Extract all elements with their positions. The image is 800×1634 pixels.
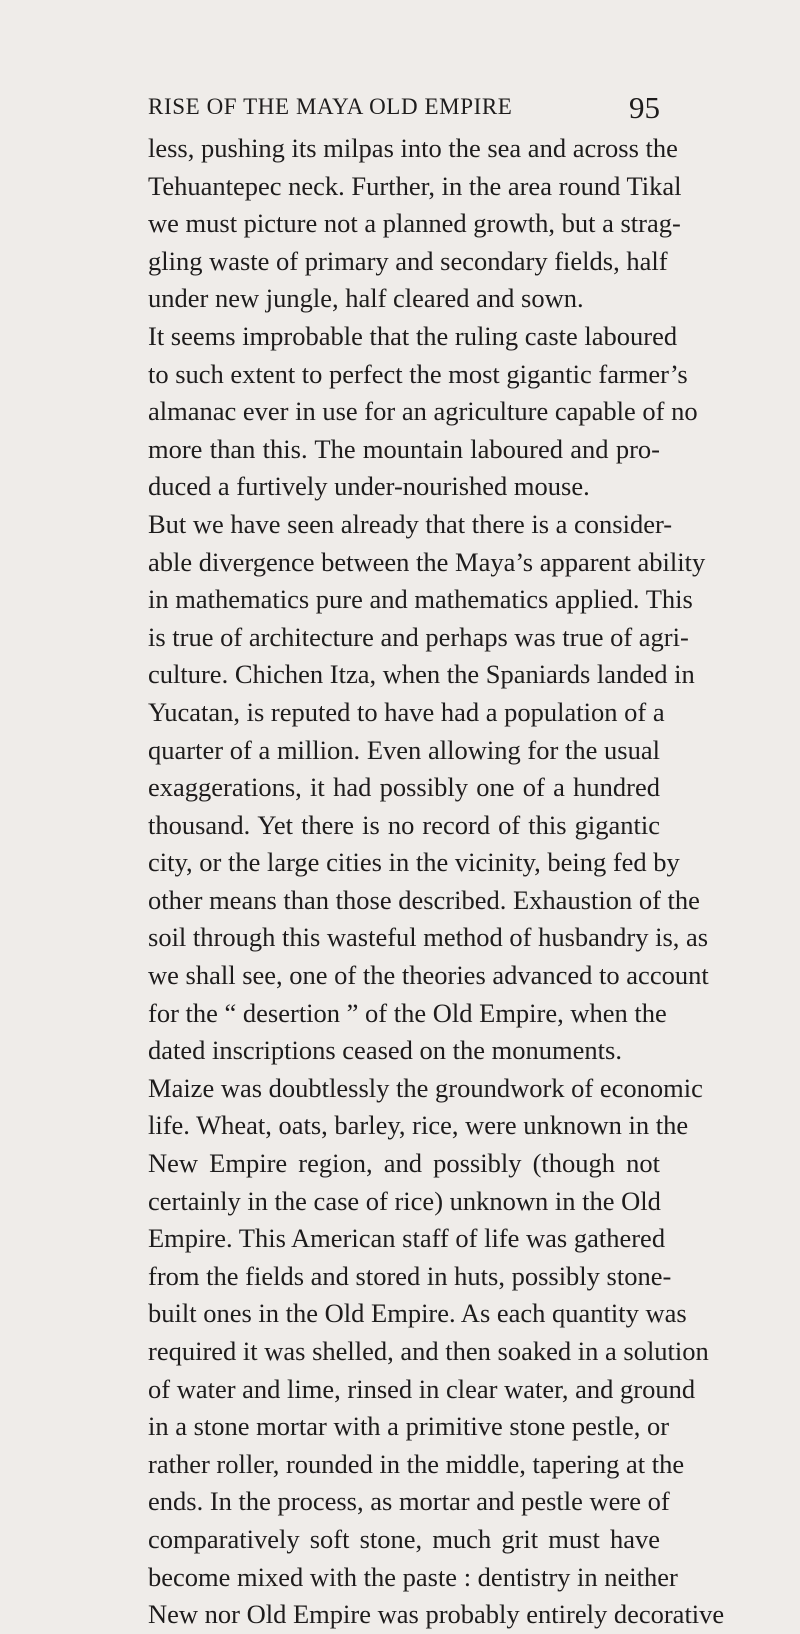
text-line: we must picture not a planned growth, but a strag- <box>148 208 681 239</box>
text-line: soil through this wasteful method of husbandry is, as <box>148 922 709 953</box>
text-line: in mathematics pure and mathematics applied. This <box>148 584 693 615</box>
text-line: comparatively soft stone, much grit must have <box>148 1523 660 1554</box>
text-line: exaggerations, it had possibly one of a hundred <box>148 772 660 803</box>
text-line: able divergence between the Maya’s apparent ability <box>148 546 706 577</box>
text-line: dated inscriptions ceased on the monuments. <box>148 1035 622 1066</box>
text-line: we shall see, one of the theories advanced to account <box>148 960 709 991</box>
text-line: required it was shelled, and then soaked in a solution <box>148 1336 709 1366</box>
text-line: Tehuantepec neck. Further, in the area round Tikal <box>148 170 682 201</box>
text-line: duced a furtively under-nourished mouse. <box>148 471 590 502</box>
text-line: almanac ever in use for an agriculture capable of no <box>148 396 698 427</box>
page-header <box>148 90 660 130</box>
text-line: rather roller, rounded in the middle, tapering at the <box>148 1448 685 1479</box>
text-line: quarter of a million. Even allowing for the usual <box>148 734 660 765</box>
text-line: gling waste of primary and secondary fields, half <box>148 245 668 276</box>
text-line: other means than those described. Exhaustion of the <box>148 884 700 915</box>
text-line: But we have seen already that there is a consider- <box>148 508 673 539</box>
page-number: 95 <box>629 90 660 125</box>
text-line: life. Wheat, oats, barley, rice, were unknown in the <box>148 1110 689 1141</box>
text-line: for the “ desertion ” of the Old Empire, when the <box>148 997 667 1028</box>
text-line: New nor Old Empire was probably entirely decorative <box>148 1599 725 1630</box>
text-line: Maize was doubtlessly the groundwork of economic <box>148 1072 703 1103</box>
text-line: Empire. This American staff of life was gathered <box>148 1223 666 1254</box>
text-line: thousand. Yet there is no record of this gigantic <box>148 809 660 840</box>
text-line: to such extent to perfect the most gigantic farmer’s <box>148 358 688 389</box>
text-line: under new jungle, half cleared and sown. <box>148 283 584 314</box>
text-line: Yucatan, is reputed to have had a population of a <box>148 696 665 727</box>
text-line: culture. Chichen Itza, when the Spaniards landed in <box>148 659 695 690</box>
text-line: less, pushing its milpas into the sea and across the <box>148 133 678 163</box>
text-line: certainly in the case of rice) unknown in the Old <box>148 1185 661 1216</box>
running-head: RISE OF THE MAYA OLD EMPIRE <box>148 94 513 119</box>
body-text <box>148 130 725 1634</box>
text-line: New Empire region, and possibly (though not <box>148 1148 660 1179</box>
text-line: from the fields and stored in huts, possibly stone- <box>148 1260 672 1291</box>
text-line: in a stone mortar with a primitive stone pestle, or <box>148 1411 670 1442</box>
text-line: become mixed with the paste : dentistry in neither <box>148 1561 678 1592</box>
text-line: city, or the large cities in the vicinity, being fed by <box>148 847 680 878</box>
text-line: ends. In the process, as mortar and pestle were of <box>148 1486 670 1517</box>
text-line: built ones in the Old Empire. As each quantity was <box>148 1298 687 1329</box>
text-line: It seems improbable that the ruling caste laboured <box>148 320 678 351</box>
text-line: of water and lime, rinsed in clear water, and ground <box>148 1373 696 1404</box>
text-line: more than this. The mountain laboured and pro- <box>148 433 660 464</box>
text-line: is true of architecture and perhaps was true of agri- <box>148 621 689 652</box>
